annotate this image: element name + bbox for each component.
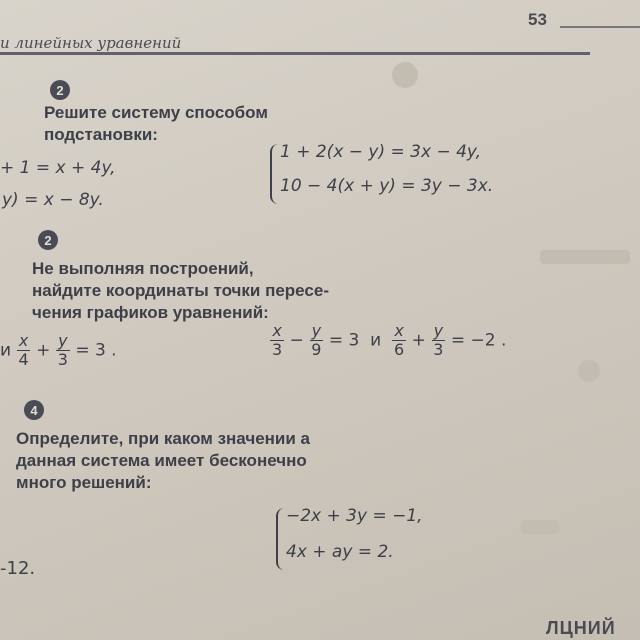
minus: − xyxy=(289,330,304,351)
task-number-badge: 2 xyxy=(38,230,58,250)
task1-system-brace xyxy=(270,144,280,204)
task-number-badge: 4 xyxy=(24,400,44,420)
task2-text-line2: найдите координаты точки пересе- xyxy=(32,281,329,300)
denominator: 3 xyxy=(433,340,444,359)
bleed-mark xyxy=(520,520,560,534)
prefix: и xyxy=(0,340,12,361)
fraction xyxy=(309,322,323,359)
task2-text-line1: Не выполняя построений, xyxy=(32,259,254,278)
bleed-mark xyxy=(540,250,630,264)
numerator: y xyxy=(311,321,322,340)
task1-eq2: 10 − 4(x + y) = 3y − 3x. xyxy=(280,176,494,196)
task3-text-line3: много решений: xyxy=(16,473,152,492)
rhs: = 3 . xyxy=(75,340,117,361)
task1-text-line1: Решите систему способом xyxy=(44,103,268,122)
page-number: 53 xyxy=(528,10,547,29)
task2-text-line3: чения графиков уравнений: xyxy=(32,303,269,322)
task1-left-eq2: y) = x − 8y. xyxy=(2,190,104,210)
numerator: y xyxy=(58,331,68,350)
bleed-mark xyxy=(578,360,600,382)
numerator: x xyxy=(272,321,282,340)
equals: = −2 . xyxy=(450,330,507,351)
task3-eq2: 4x + ay = 2. xyxy=(286,542,394,562)
denominator: 3 xyxy=(57,350,68,369)
bottom-heading-fragment: ЛЦНИЙ xyxy=(546,618,616,638)
task2-left-equation xyxy=(0,332,117,369)
numerator: x xyxy=(394,321,404,340)
denominator: 4 xyxy=(18,350,29,369)
numerator: y xyxy=(433,321,444,340)
task3-text-line1: Определите, при каком значении a xyxy=(16,429,311,448)
task2-right-equations xyxy=(270,322,506,359)
fraction xyxy=(431,322,445,359)
header-rule-right xyxy=(560,26,640,28)
fraction xyxy=(392,322,406,359)
denominator: 9 xyxy=(311,340,322,359)
task-number-badge: 2 xyxy=(50,80,70,100)
fraction xyxy=(56,332,70,369)
task3-eq1: −2x + 3y = −1, xyxy=(286,506,423,526)
fraction xyxy=(270,322,284,359)
plus: + xyxy=(36,340,51,361)
task1-eq1: 1 + 2(x − y) = 3x − 4y, xyxy=(280,142,482,162)
chapter-header: и линейных уравнений xyxy=(0,34,182,52)
equals: = 3 xyxy=(328,330,360,351)
denominator: 6 xyxy=(394,340,405,359)
plus: + xyxy=(411,330,426,351)
task3-left-fragment: -12. xyxy=(0,558,36,579)
and-word: и xyxy=(370,330,382,351)
denominator: 3 xyxy=(272,340,283,359)
numerator: x xyxy=(18,331,29,350)
task1-left-eq1: + 1 = x + 4y, xyxy=(0,158,116,178)
bleed-mark xyxy=(392,62,418,88)
fraction xyxy=(16,332,30,369)
task3-text-line2: данная система имеет бесконечно xyxy=(16,451,307,470)
task3-system-brace xyxy=(276,508,286,570)
header-rule xyxy=(0,52,590,55)
task1-text-line2: подстановки: xyxy=(44,125,158,144)
